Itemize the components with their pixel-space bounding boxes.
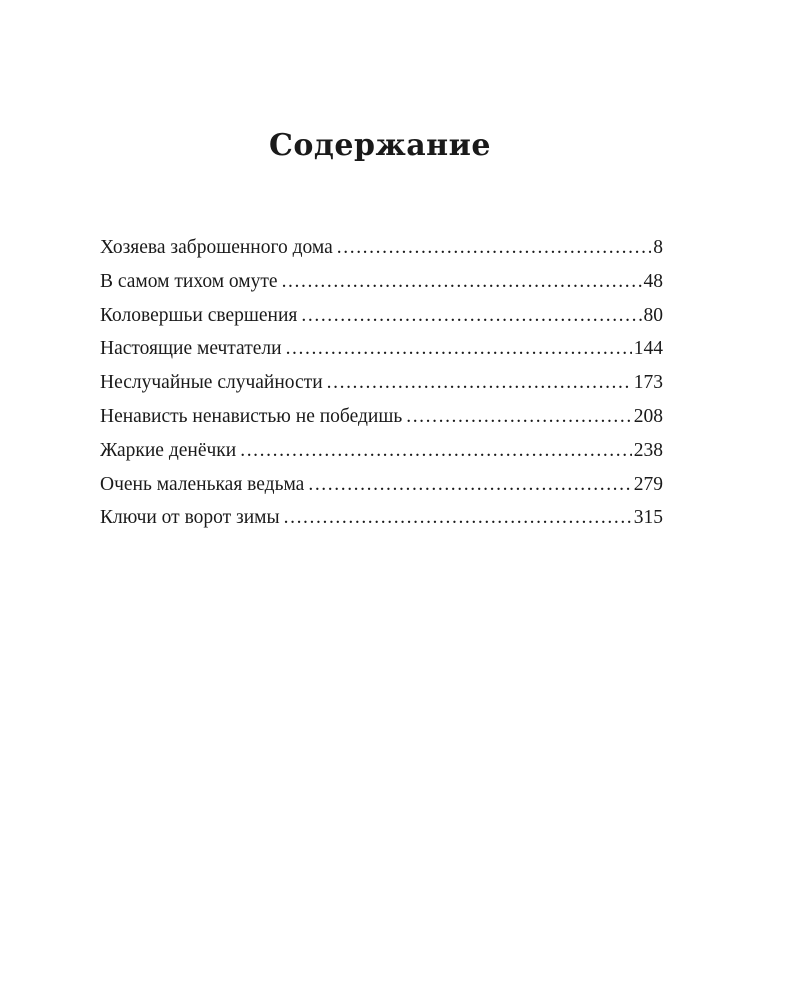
toc-entry-title: Ненависть ненавистью не победишь — [100, 405, 403, 427]
dot-leader — [286, 337, 632, 361]
toc-entry — [100, 439, 663, 473]
toc-entry — [100, 270, 663, 304]
dot-leader — [282, 270, 642, 294]
table-of-contents — [100, 236, 663, 540]
toc-entry-page: 80 — [643, 304, 663, 326]
toc-entry — [100, 506, 663, 540]
toc-entry-title: Очень маленькая ведьма — [100, 473, 305, 495]
toc-entry — [100, 304, 663, 338]
toc-entry-page: 315 — [633, 507, 663, 529]
toc-entry-title: Хозяева заброшенного дома — [100, 237, 333, 258]
toc-entry-page: 48 — [643, 270, 663, 292]
page-title: Содержание — [269, 128, 491, 163]
toc-entry — [100, 236, 663, 270]
toc-entry-title: Коловершьи свершения — [100, 304, 298, 326]
toc-entry-title: Настоящие мечтатели — [100, 338, 282, 360]
dot-leader — [301, 304, 641, 328]
toc-entry-title: В самом тихом омуте — [100, 270, 278, 292]
toc-entry — [100, 337, 663, 371]
toc-entry-title: Жаркие денёчки — [100, 439, 237, 461]
toc-entry-title: Ключи от ворот зимы — [100, 507, 280, 529]
toc-entry-page: 144 — [633, 338, 663, 360]
toc-entry — [100, 473, 663, 507]
toc-entry-page: 279 — [633, 473, 663, 495]
toc-entry-page: 173 — [633, 372, 663, 394]
dot-leader — [406, 405, 632, 429]
toc-entry-page: 238 — [633, 439, 663, 461]
dot-leader — [240, 439, 632, 463]
dot-leader — [284, 506, 632, 530]
dot-leader — [308, 473, 631, 497]
toc-entry — [100, 405, 663, 439]
toc-entry — [100, 371, 663, 405]
dot-leader — [337, 236, 651, 260]
toc-entry-page: 208 — [633, 405, 663, 427]
toc-entry-title: Неслучайные случайности — [100, 372, 323, 394]
toc-entry-page: 8 — [653, 237, 663, 258]
dot-leader — [327, 371, 632, 395]
